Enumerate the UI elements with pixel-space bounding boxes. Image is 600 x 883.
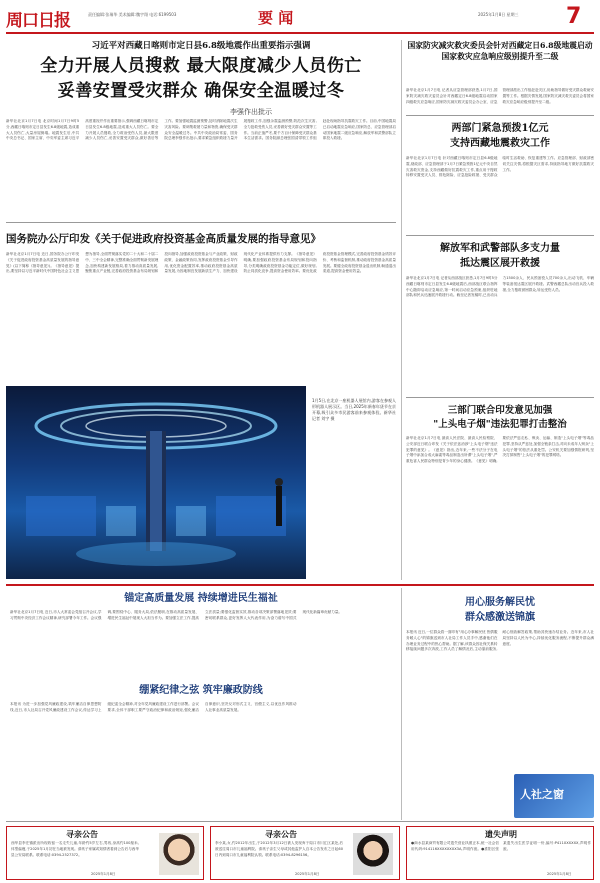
notice-3-body: ●商水县某商贸有限公司遗失营业执照正本,统一社会信用代码:914116XXXXXXXX3A,声明作废。●淮阳区张某遗失出生医学证明一份,编号:P411XXXXXX,声明作废。 — [411, 841, 591, 851]
lead-kicker: 习近平对西藏日喀则市定日县6.8级地震作出重要指示强调 — [91, 41, 311, 51]
pla-title-line2: 抵达震区展开救援 — [460, 258, 540, 269]
notice-2-date: 2025年1月8日 — [295, 872, 320, 876]
notice-1 — [6, 826, 204, 880]
girl-photo — [353, 833, 393, 875]
masthead-rule — [6, 32, 594, 34]
badge-label: 人社之窗 — [520, 788, 564, 801]
pla-title-line1: 解放军和武警部队多支力量 — [440, 243, 560, 254]
notice-2-title: 寻亲公告 — [265, 829, 297, 839]
pla-body: 新华社北京1月7日电 记者从西部战区获悉,1月7日9时5分西藏日喀则市定日县发生6.8级地震后,西部战区联合指挥中心随即启动应急响应,第一时间启动应急预案,组织驻地部队和民兵迅速展开救援行动。截至记者发稿时,已出动兵力1500余人、民兵预备役人员700余人,出动飞机、车辆等装备抵达震区展开救援。武警西藏总队出动官兵投入救援,全力搜救被困群众,转运受伤人员。 — [406, 276, 594, 298]
lead-title-line2: 妥善安置受灾群众 确保安全温暖过冬 — [57, 81, 345, 101]
column-badge — [514, 774, 594, 818]
right-top-body: 新华社北京1月7日电 记者从应急管理部获悉,1月7日,国家防灾减灾救灾委员会针对西藏定日6.8级地震启动国家四级救灾应急响应,国家防灾减灾救灾委员会办公室、应急管理部派出工作组赶赴灾区,协助指导做好受灾群众救助安置等工作。根据灾情发展,国家防灾减灾救灾委员会将国家救灾应急响应级别提升至二级。 — [406, 88, 594, 104]
yuan-title-line2: 支持西藏地震救灾工作 — [450, 138, 550, 149]
editor-info: 责任编辑:张瑞华 美术编辑:魏宇翔 电话:6199503 — [88, 12, 177, 17]
yuan-title-line1: 两部门紧急预拨1亿元 — [451, 123, 549, 134]
story2-title: 绷紧纪律之弦 筑牢廉政防线 — [139, 685, 263, 696]
issue-date: 2025年1月8日 星期三 — [478, 12, 519, 17]
divider — [6, 222, 396, 223]
newspaper-logo: 周口日报 — [6, 11, 70, 31]
masthead — [0, 0, 600, 36]
divider — [406, 397, 594, 398]
notice-1-body: 西华县李庄镇派出所现收留一名走失儿童,年龄约5岁左右,男孩,身高约100厘米,体型偏瘦,于2025年1月初在当地被发现。请孩子家属或知情者看到公告后与西华县公安局联系。联系电话:0394-2527372。 — [11, 841, 139, 857]
child-photo — [159, 833, 199, 875]
notice-3 — [406, 826, 594, 880]
story1-title: 锚定高质量发展 持续增进民生福祉 — [124, 593, 278, 604]
section-title: 要 闻 — [258, 9, 294, 27]
notice-2 — [210, 826, 400, 880]
notice-1-title: 寻亲公告 — [66, 829, 98, 839]
lead-title-line1: 全力开展人员搜救 最大限度减少人员伤亡 — [40, 56, 362, 76]
yuan-body: 新华社北京1月7日电 针对西藏日喀则市定日县6.8级地震,财政部、应急管理部于1月7日紧急预拨1亿元中央自然灾害救灾资金,支持西藏做好抗震救灾工作,重点用于搜救转移安置受灾人员、排危除险、应急抢险救援、受灾群众临时生活救助、恢复重建等工作。应急管理部、财政部密切关注灾情,将根据灾区需求,持续指导地方做好抗震救灾工作。 — [406, 156, 594, 178]
photo-caption: 1月5日,在北京一座机器人展馆内,游客在参观人形机器人展示区。当日,2025年新春年货节在京开幕,吸引众多市民游客前来参观体验。新华社记者 刘宇 摄 — [312, 398, 396, 421]
guide-body: 新华社北京1月7日电 近日,国务院办公厅印发《关于促进政府投资基金高质量发展的指导意见》(以下简称《指导意见》)。《指导意见》提出,要坚持以习近平新时代中国特色社会主义思想为指导,全面贯彻落实党的二十大和二十届二中、三中全会精神,完整准确全面贯彻新发展理念,加快构建新发展格局,着力推动高质量发展,聚焦重点产业链,完善政府投资基金布局规划和投向指导,加强政府投资基金与产业政策、财政政策、金融政策协同,发挥政府投资基金引导作用,优化资金配置效率,推动政府投资基金高质量发展,为因地制宜发展新质生产力、加快建设现代化产业体系提供有力支撑。《指导意见》明确,要加强政府投资基金布局规划和投向指导,分类明确政府投资基金功能定位,做好规划,防止同质化竞争,提高资金使用效率。要优化政府投资基金管理模式,完善政府投资基金绩效评价、考核和监督机制,推动政府投资基金高质量发展。要健全政府投资基金退出机制,畅通退出渠道,提高资金使用效益。 — [6, 252, 396, 274]
guide-title: 国务院办公厅印发《关于促进政府投资基金高质量发展的指导意见》 — [6, 233, 321, 245]
notice-1-date: 2025年1月8日 — [91, 872, 116, 876]
divider — [406, 115, 594, 116]
notice-3-title: 遗失声明 — [485, 829, 517, 839]
divider — [406, 235, 594, 236]
news-photo — [6, 386, 306, 579]
vertical-divider — [401, 40, 402, 580]
ecig-body: 新华社北京1月7日电 最高人民法院、最高人民检察院、公安部近日联合印发《关于依法惩治涉"上头电子烟"违法犯罪的意见》。《意见》指出,近年来,一些不法分子在电子烟中添加合成大麻素等毒品制造出所谓"上头电子烟",严重危害人民群众特别是青少年的身心健康。《意见》明确,要依法严惩走私、贩卖、运输、制造"上头电子烟"等毒品犯罪,坚持从严惩处,加强全链条打击,对向未成年人贩卖"上头电子烟"的依法从重处罚。公安机关要加强情报研判,坚决打掉制售"上头电子烟"的犯罪网络。 — [406, 436, 594, 464]
ecig-title-line1: 三部门联合印发意见加强 — [447, 405, 553, 416]
ecig-title-line2: "上头电子烟"违法犯罪打击整治 — [433, 419, 567, 430]
story1-body: 新华社北京1月7日电 近日,市人大常委会党组召开会议,学习贯彻中央经济工作会议精神,研究部署今年工作。会议强调,要围绕中心、服务大局,依法履职,在推动高质量发展、增进民生福祉中展现人大担当作为。要加强立法工作,提高立法质量;要强化监督实效,推动各项决策部署落地见效;要密切联系群众,更好发挥人大代表作用,为奋力谱写中国式现代化新篇章贡献力量。 — [10, 610, 343, 620]
notice-3-date: 2025年1月8日 — [547, 872, 572, 876]
service-title-line2: 群众感激送锦旗 — [465, 612, 535, 623]
notice-2-body: 李小某,女,约2012年出生,于2012年3月12日被人发现弃于周口市川汇区某处,后被送往周口市儿童福利院。请孩子亲生父母或其他监护人自本公告发布之日起60日内到周口市儿童福利院认领。联系电话:0394-8296156。 — [215, 841, 343, 857]
lead-body: 新华社北京1月7日电 北京时间1月7日9时5分,西藏日喀则市定日县发生6.8级地震,造成重大人员伤亡,大量房屋倒塌。地震发生后,中共中央总书记、国家主席、中央军委主席习近平高度重视并作出重要指示,强调西藏日喀则市定日县发生6.8级地震,造成重大人员伤亡。要全力开展人员搜救,全力救治受伤人员,最大限度减少人员伤亡,妥善安置受灾群众,做好善后等工作。要加强地震监测预警,及时消除地震次生灾害风险。要调集救援力量和物资,确保受灾群众安全温暖过冬。中共中央政治局常委、国务院总理李强作出批示,要求紧急组织救援力量开展搜救工作,加强余震监测预警,防范次生灾害,全力抢救受伤人员,妥善做好受灾群众安置等工作。当前正值严冬,要千方百计保障受灾群众基本生活需求。国务院副总理张国清带领工作组赶赴现场指导抗震救灾工作。目前,中国地震局已启动地震应急响应,国家防总、应急管理部启动国家地震二级应急响应,解放军和武警部队立即投入救援。 — [6, 119, 396, 141]
vertical-divider — [401, 588, 402, 820]
story2-body: 本报讯 为进一步加强党风廉政建设,筑牢廉洁自律思想防线,近日,市人社局召开党风廉政建设工作会议,传达学习上级纪委全会精神,对全年党风廉政建设工作进行部署。会议要求,全体干部职工要严守政治纪律和政治规矩,强化廉洁自律意识,坚决反对形式主义、官僚主义,以优良作风推动人社事业高质量发展。 — [10, 702, 297, 712]
right-top-title: 国家防灾减灾救灾委员会针对西藏定日6.8级地震启动国家救灾应急响应级别提升至二级 — [407, 41, 593, 61]
page-number: 7 — [566, 4, 582, 29]
service-title-line1: 用心服务解民忧 — [465, 597, 535, 608]
robot-exhibit-illustration — [6, 386, 306, 579]
lead-byline: 李强作出批示 — [230, 108, 272, 116]
service-body: 本报讯 近日,一位群众将一面印有"用心办事解民忧 热情服务暖人心"的锦旗送到市人社局工作人员手中,感谢他们在办理业务过程中的热心帮助。据了解,该群众因社保关系转移接续问题多次奔波,工作人员了解情况后,主动靠前服务,耐心细致解答政策,帮助其快速办结业务。近年来,市人社局坚持以人民为中心,持续优化服务流程,不断提升群众满意度。 — [406, 630, 594, 652]
